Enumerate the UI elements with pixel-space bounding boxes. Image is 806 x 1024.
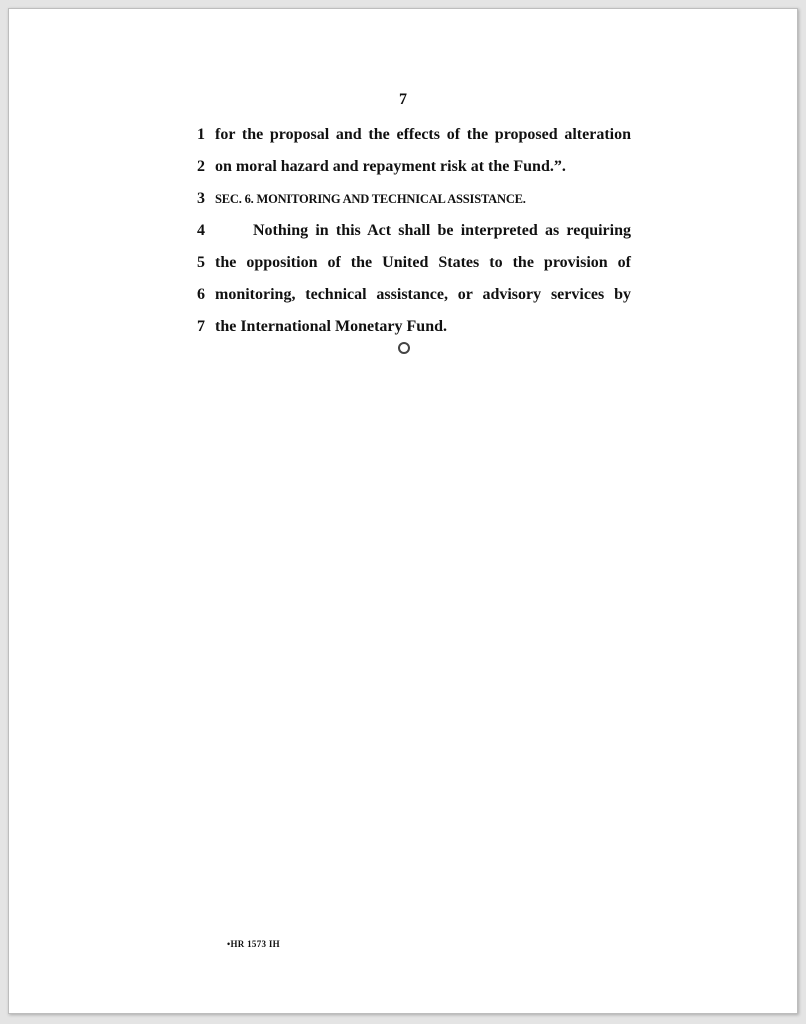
line-number: 7 [197,318,205,335]
line-text: the International Monetary Fund. [215,318,447,335]
line-number: 6 [197,286,205,303]
section-heading: SEC. 6. MONITORING AND TECHNICAL ASSISTANCE. [215,192,526,206]
line-number: 2 [197,158,205,175]
bill-line [191,311,631,343]
bill-line [191,119,631,151]
bill-line [191,151,631,183]
bill-line [191,247,631,279]
line-text: monitoring, technical assistance, or advisory services by [215,286,631,303]
line-text: on moral hazard and repayment risk at the Fund.”. [215,158,566,175]
line-number: 4 [197,222,205,239]
bill-line [191,183,631,215]
line-text: for the proposal and the effects of the proposed alteration [215,126,631,143]
bill-line [191,215,631,247]
page-number: 7 [399,91,407,108]
line-number: 3 [197,190,205,207]
bill-text [191,119,631,343]
line-number: 5 [197,254,205,271]
line-text: Nothing in this Act shall be interpreted as requiring [253,222,631,239]
bill-line [191,279,631,311]
line-number: 1 [197,126,205,143]
line-text: the opposition of the United States to the provision of [215,254,631,271]
document-page [8,8,798,1014]
bill-identifier: •HR 1573 IH [227,939,280,949]
end-of-text-mark-icon [398,342,410,354]
